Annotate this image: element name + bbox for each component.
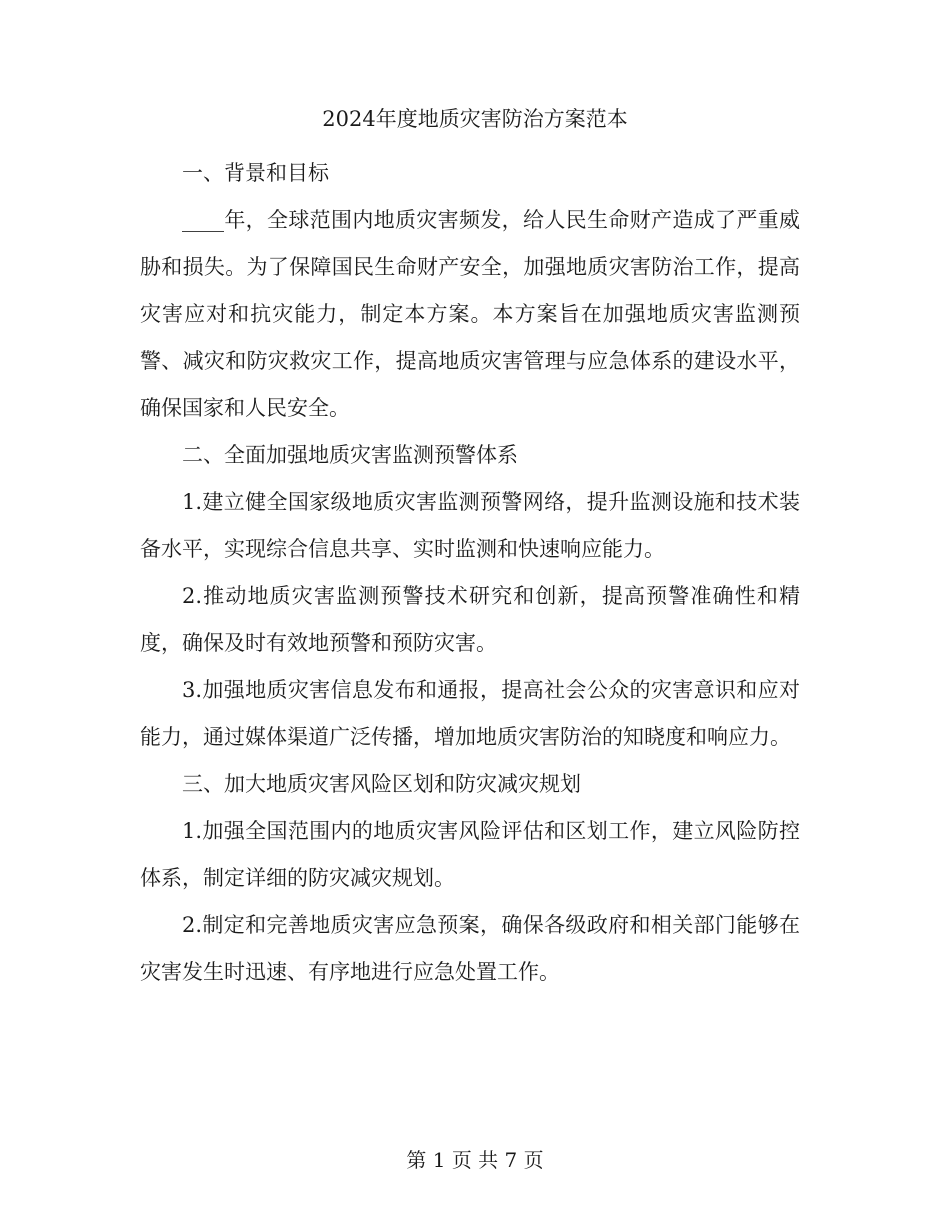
section-heading-risk-zoning: 三、加大地质灾害风险区划和防灾减灾规划 bbox=[182, 772, 581, 796]
paragraph-monitoring-1: 1.建立健全国家级地质灾害监测预警网络，提升监测设施和技术装备水平，实现综合信息共享、实时监测和快速响应能力。 bbox=[140, 490, 800, 561]
paragraph-risk-zoning-2: 2.制定和完善地质灾害应急预案，确保各级政府和相关部门能够在灾害发生时迅速、有序地进行应急处置工作。 bbox=[140, 913, 800, 984]
paragraph-background: ____年，全球范围内地质灾害频发，给人民生命财产造成了严重威胁和损失。为了保障国民生命财产安全，加强地质灾害防治工作，提高灾害应对和抗灾能力，制定本方案。本方案旨在加强地质灾害监测预警、减灾和防灾救灾工作，提高地质灾害管理与应急体系的建设水平，确保国家和人民安全。 bbox=[140, 208, 800, 420]
paragraph-monitoring-2: 2.推动地质灾害监测预警技术研究和创新，提高预警准确性和精度，确保及时有效地预警和预防灾害。 bbox=[140, 584, 800, 655]
paragraph-monitoring-3: 3.加强地质灾害信息发布和通报，提高社会公众的灾害意识和应对能力，通过媒体渠道广泛传播，增加地质灾害防治的知晓度和响应力。 bbox=[140, 678, 800, 749]
page-number-footer: 第 1 页 共 7 页 bbox=[406, 1148, 544, 1172]
section-heading-monitoring: 二、全面加强地质灾害监测预警体系 bbox=[182, 443, 518, 467]
document-title: 2024年度地质灾害防治方案范本 bbox=[322, 107, 628, 131]
document-body bbox=[140, 150, 800, 996]
section-heading-background: 一、背景和目标 bbox=[182, 161, 329, 185]
paragraph-risk-zoning-1: 1.加强全国范围内的地质灾害风险评估和区划工作，建立风险防控体系，制定详细的防灾减灾规划。 bbox=[140, 819, 800, 890]
